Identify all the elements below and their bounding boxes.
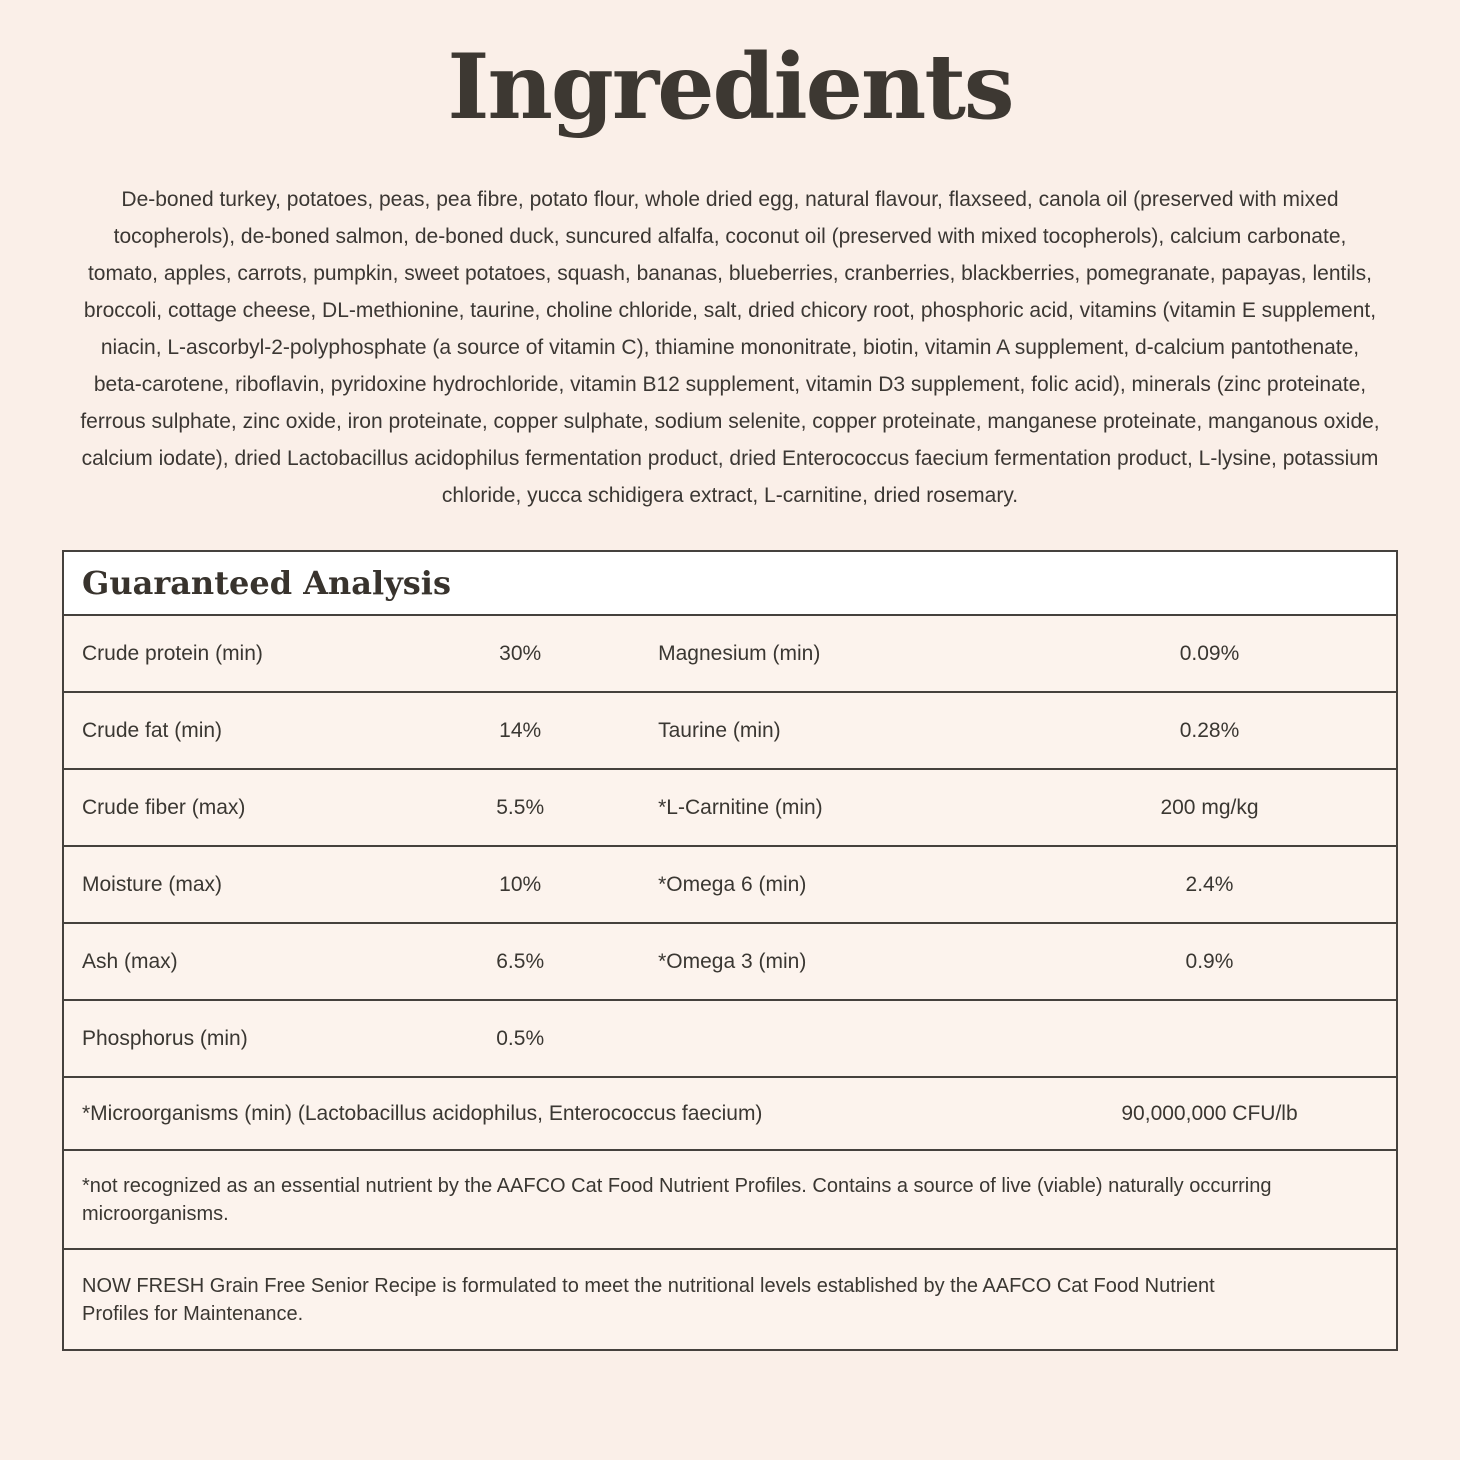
guaranteed-analysis-header — [64, 552, 1396, 616]
analysis-row — [64, 847, 1396, 924]
aafco-statement-row — [64, 1250, 1396, 1349]
analysis-row — [64, 924, 1396, 1001]
nutrient-value-right: 0.09% — [1179, 641, 1240, 665]
nutrient-value-left: 10% — [499, 872, 542, 896]
nutrient-label-left: Moisture (max) — [82, 872, 223, 896]
nutrient-label-right: *L-Carnitine (min) — [658, 795, 823, 819]
guaranteed-analysis-heading: Guaranteed Analysis — [82, 564, 451, 602]
analysis-row — [64, 770, 1396, 847]
footnote-text: *not recognized as an essential nutrient by the AAFCO Cat Food Nutrient Profiles. Contains a source of live (viable) naturally occurring microorganisms. — [82, 1174, 1272, 1225]
nutrient-value-left: 14% — [499, 718, 542, 742]
nutrient-value-left: 5.5% — [496, 795, 545, 819]
nutrient-label-left: Crude fat (min) — [82, 718, 223, 742]
analysis-row — [64, 616, 1396, 693]
microorganisms-label: *Microorganisms (min) (Lactobacillus acidophilus, Enterococcus faecium) — [82, 1101, 763, 1125]
nutrient-label-right: *Omega 3 (min) — [658, 949, 807, 973]
page-title: Ingredients — [447, 34, 1013, 140]
nutrient-label-left: Crude fiber (max) — [82, 795, 246, 819]
nutrient-value-left: 0.5% — [496, 1026, 545, 1050]
analysis-row — [64, 1001, 1396, 1078]
microorganisms-value: 90,000,000 CFU/lb — [1121, 1101, 1298, 1125]
nutrient-label-left: Ash (max) — [82, 949, 178, 973]
analysis-rows — [64, 616, 1396, 1078]
nutrient-value-left: 6.5% — [496, 949, 545, 973]
guaranteed-analysis-table — [62, 550, 1398, 1351]
nutrient-label-left: Crude protein (min) — [82, 641, 263, 665]
aafco-statement-text: NOW FRESH Grain Free Senior Recipe is formulated to meet the nutritional levels established by the AAFCO Cat Food Nutrient Profiles for Maintenance. — [82, 1274, 1215, 1325]
nutrient-value-right: 2.4% — [1185, 872, 1234, 896]
nutrient-label-right: *Omega 6 (min) — [658, 872, 807, 896]
nutrient-value-right: 0.28% — [1179, 718, 1240, 742]
microorganisms-row — [64, 1078, 1396, 1151]
nutrient-label-right: Magnesium (min) — [658, 641, 821, 665]
ingredients-paragraph: De-boned turkey, potatoes, peas, pea fibre, potato flour, whole dried egg, natural flavour, flaxseed, canola oil (preserved with mixed tocopherols), de-boned salmon, de-boned duck, suncured alfalfa, coconut oil (preserved with mixed tocopherols), calcium carbonate, tomato, apples, carrots, pumpkin, sweet potatoes, squash, bananas, blueberries, cranberries, blackberries, pomegranate, papayas, lentils, broccoli, cottage cheese, DL-methionine, taurine, choline chloride, salt, dried chicory root, phosphoric acid, vitamins (vitamin E supplement, niacin, L-ascorbyl-2-polyphosphate (a source of vitamin C), thiamine mononitrate, biotin, vitamin A supplement, d-calcium pantothenate, beta-carotene, riboflavin, pyridoxine hydrochloride, vitamin B12 supplement, vitamin D3 supplement, folic acid), minerals (zinc proteinate, ferrous sulphate, zinc oxide, iron proteinate, copper sulphate, sodium selenite, copper proteinate, manganese proteinate, manganous oxide, calcium iodate), dried Lactobacillus acidophilus fermentation product, dried Enterococcus faecium fermentation product, L-lysine, potassium chloride, yucca schidigera extract, L-carnitine, dried rosemary. — [80, 188, 1380, 507]
footnote-row — [64, 1151, 1396, 1250]
nutrient-label-left: Phosphorus (min) — [82, 1026, 248, 1050]
analysis-row — [64, 693, 1396, 770]
nutrient-label-right: Taurine (min) — [658, 718, 781, 742]
nutrient-value-right: 0.9% — [1185, 949, 1234, 973]
nutrient-value-left: 30% — [499, 641, 542, 665]
nutrient-value-right: 200 mg/kg — [1160, 795, 1259, 819]
